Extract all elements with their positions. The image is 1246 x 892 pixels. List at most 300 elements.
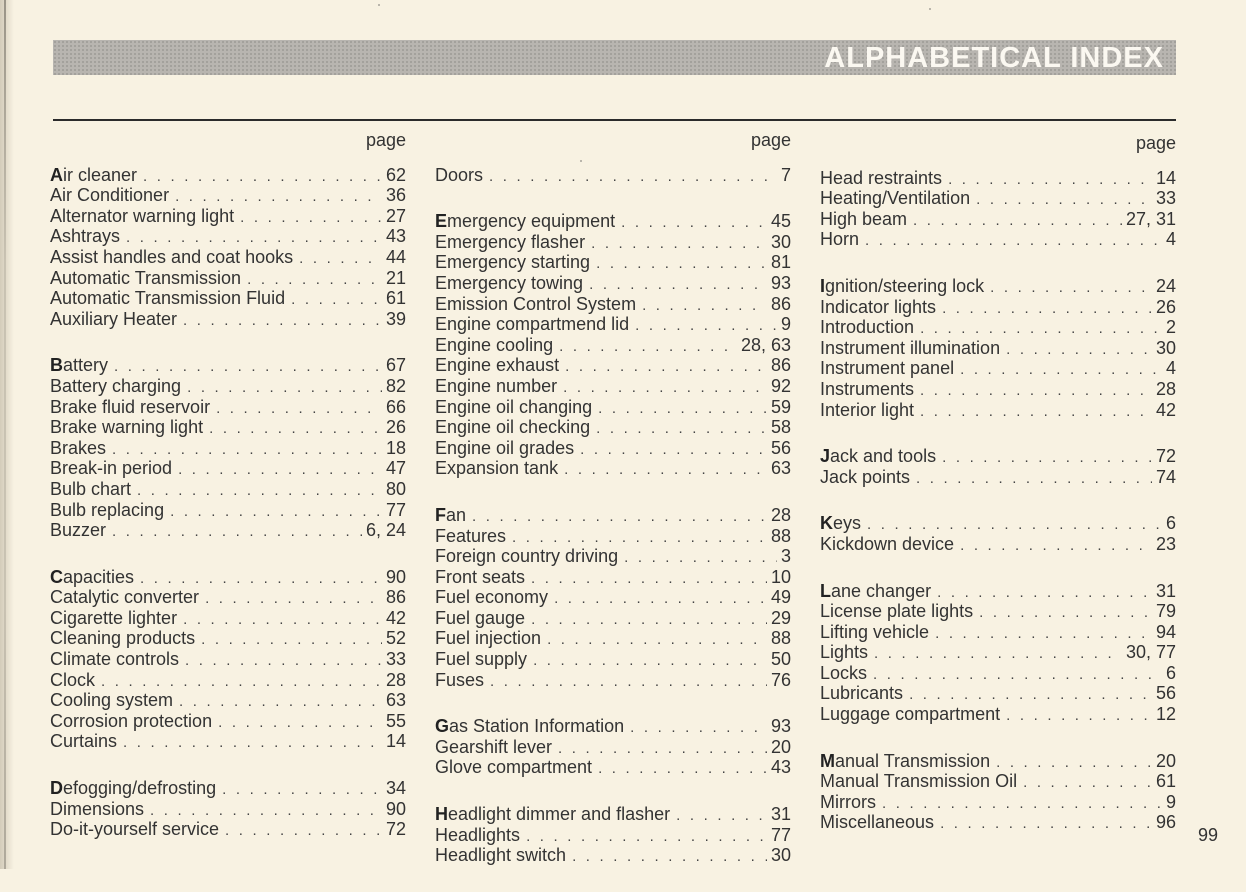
index-entry-text: Cooling system xyxy=(50,690,174,711)
index-entry-page: 28, 63 xyxy=(740,334,791,355)
dot-leader xyxy=(490,672,767,693)
dot-leader xyxy=(222,780,382,801)
index-entry xyxy=(50,670,406,691)
index-entry xyxy=(435,737,791,758)
index-entry-term xyxy=(435,438,574,459)
index-entry xyxy=(435,716,791,737)
index-entry-text: Mirrors xyxy=(820,791,876,812)
index-entry-text: anual Transmission xyxy=(835,750,991,771)
index-entry-term xyxy=(435,458,558,479)
index-entry xyxy=(820,297,1176,318)
index-entry-term xyxy=(820,792,876,813)
index-entry-term xyxy=(50,376,181,397)
index-entry-term xyxy=(435,376,557,397)
index-entry-text: Instruments xyxy=(820,378,915,399)
index-entry-text: Catalytic converter xyxy=(50,587,200,608)
index-entry-text: Luggage compartment xyxy=(820,704,1001,725)
index-column-2 xyxy=(435,130,791,892)
index-letter-group xyxy=(820,513,1176,554)
index-entry-text: eadlight dimmer and flasher xyxy=(448,804,671,825)
dot-leader xyxy=(624,548,777,569)
index-entry xyxy=(820,467,1176,488)
index-entry xyxy=(50,185,406,206)
index-entry-page: 90 xyxy=(385,798,406,819)
dot-leader xyxy=(572,847,767,868)
index-entry xyxy=(50,268,406,289)
index-entry xyxy=(820,276,1176,297)
index-entry-page: 72 xyxy=(385,819,406,840)
page-column-label: page xyxy=(750,130,791,150)
index-entry-term xyxy=(435,845,566,866)
index-entry-term xyxy=(820,379,914,400)
page-number: 99 xyxy=(1198,825,1219,845)
dot-leader xyxy=(512,528,767,549)
index-entry-text: Foreign country driving xyxy=(435,546,619,567)
index-entry xyxy=(820,446,1176,467)
index-entry-term xyxy=(50,711,212,732)
dot-leader xyxy=(621,213,767,234)
index-entry xyxy=(50,397,406,418)
index-entry-page: 33 xyxy=(1155,188,1176,209)
index-entry-page: 33 xyxy=(385,649,406,670)
index-section-initial: D xyxy=(50,778,63,799)
index-entry-text: Bulb replacing xyxy=(50,499,165,520)
index-entry-page: 27 xyxy=(385,205,406,226)
index-entry xyxy=(820,792,1176,813)
dot-leader xyxy=(114,357,382,378)
index-entry-term xyxy=(50,690,173,711)
dot-leader xyxy=(101,672,382,693)
index-entry xyxy=(50,608,406,629)
dot-leader xyxy=(299,249,382,270)
index-entry-text: Climate controls xyxy=(50,649,180,670)
index-entry-page: 43 xyxy=(385,226,406,247)
index-entry-term xyxy=(435,546,618,567)
index-entry-text: Emission Control System xyxy=(435,293,637,314)
index-entry-term xyxy=(820,188,970,209)
index-entry xyxy=(50,819,406,840)
index-entry-page: 31 xyxy=(770,804,791,825)
dot-leader xyxy=(137,481,382,502)
index-entry-page: 62 xyxy=(385,164,406,185)
dot-leader xyxy=(913,211,1122,232)
index-entry-term xyxy=(820,751,990,772)
dot-leader xyxy=(874,644,1122,665)
index-letter-group xyxy=(820,276,1176,420)
index-entry-text: Fuel economy xyxy=(435,587,549,608)
dot-leader xyxy=(942,299,1152,320)
index-entry-page: 26 xyxy=(1155,296,1176,317)
dot-leader xyxy=(920,381,1152,402)
index-entry xyxy=(435,546,791,567)
index-entry-term xyxy=(820,704,1000,725)
index-entry-page: 61 xyxy=(385,288,406,309)
index-entry-text: Corrosion protection xyxy=(50,710,213,731)
index-entry xyxy=(820,704,1176,725)
index-entry-text: Horn xyxy=(820,229,860,250)
index-column-1 xyxy=(50,130,406,866)
index-entry xyxy=(820,683,1176,704)
index-entry xyxy=(820,358,1176,379)
index-entry xyxy=(820,622,1176,643)
index-entry-term xyxy=(50,567,134,588)
index-entry-page: 43 xyxy=(770,757,791,778)
dot-leader xyxy=(183,610,382,631)
index-entry-term xyxy=(820,642,868,663)
index-entry xyxy=(50,355,406,376)
index-entry-text: Emergency flasher xyxy=(435,231,586,252)
dot-leader xyxy=(580,440,767,461)
index-entry-page: 4 xyxy=(1165,229,1176,250)
index-entry-page: 76 xyxy=(770,669,791,690)
index-entry-page: 30 xyxy=(770,231,791,252)
dot-leader xyxy=(112,440,382,461)
dot-leader xyxy=(291,290,382,311)
index-entry-term xyxy=(50,731,117,752)
index-entry-term xyxy=(820,276,984,297)
dot-leader xyxy=(598,759,767,780)
index-entry-term xyxy=(50,185,169,206)
index-entry xyxy=(435,670,791,691)
dot-leader xyxy=(533,651,767,672)
index-entry xyxy=(820,534,1176,555)
dot-leader xyxy=(489,167,777,188)
index-entry-text: High beam xyxy=(820,208,908,229)
index-entry xyxy=(820,513,1176,534)
index-entry-text: Cleaning products xyxy=(50,628,196,649)
index-entry xyxy=(435,587,791,608)
dot-leader xyxy=(563,378,767,399)
index-entry xyxy=(50,165,406,186)
dot-leader xyxy=(642,296,767,317)
index-entry-page: 63 xyxy=(385,690,406,711)
index-section-initial: E xyxy=(435,211,448,232)
index-entry-page: 7 xyxy=(780,164,791,185)
index-entry-term xyxy=(820,229,859,250)
index-entry-text: Brake fluid reservoir xyxy=(50,396,211,417)
index-entry xyxy=(820,581,1176,602)
index-entry-term xyxy=(820,338,1000,359)
dot-leader xyxy=(916,469,1152,490)
index-entry-page: 56 xyxy=(770,437,791,458)
dot-leader xyxy=(247,270,382,291)
index-entry-page: 82 xyxy=(385,375,406,396)
index-entry xyxy=(820,663,1176,684)
index-entry-term xyxy=(50,819,219,840)
index-entry-term xyxy=(50,649,179,670)
dot-leader xyxy=(596,254,767,275)
index-entry-term xyxy=(50,587,199,608)
index-entry xyxy=(50,226,406,247)
index-entry-text: Instrument illumination xyxy=(820,337,1001,358)
index-entry-page: 67 xyxy=(385,355,406,376)
index-entry-term xyxy=(50,288,285,309)
index-entry-page: 26 xyxy=(385,417,406,438)
index-entry xyxy=(435,438,791,459)
index-entry-page: 39 xyxy=(385,308,406,329)
index-entry-page: 86 xyxy=(770,355,791,376)
index-entry-text: Headlight switch xyxy=(435,845,567,866)
index-entry xyxy=(50,417,406,438)
index-section-initial: B xyxy=(50,355,63,376)
dot-leader xyxy=(589,275,767,296)
index-entry-page: 29 xyxy=(770,607,791,628)
dot-leader xyxy=(565,357,767,378)
index-entry-term xyxy=(820,622,929,643)
dot-leader xyxy=(547,630,767,651)
dot-leader xyxy=(140,569,382,590)
index-entry-term xyxy=(50,355,108,376)
index-entry-page: 96 xyxy=(1155,812,1176,833)
index-entry xyxy=(50,587,406,608)
dot-leader xyxy=(676,806,767,827)
index-entry xyxy=(50,288,406,309)
index-entry-term xyxy=(435,628,541,649)
index-letter-group xyxy=(435,505,791,690)
index-entry xyxy=(820,317,1176,338)
dot-leader xyxy=(920,402,1152,423)
index-entry-term xyxy=(820,467,910,488)
index-entry-page: 28 xyxy=(385,669,406,690)
index-entry xyxy=(820,601,1176,622)
index-entry-page: 45 xyxy=(770,211,791,232)
index-entry-text: Fuel gauge xyxy=(435,607,526,628)
index-entry-term xyxy=(435,165,483,186)
index-entry-page: 93 xyxy=(770,716,791,737)
index-entry-page: 55 xyxy=(385,710,406,731)
index-entry-term xyxy=(820,534,954,555)
index-letter-group xyxy=(820,168,1176,250)
dot-leader xyxy=(865,231,1162,252)
index-entry-term xyxy=(435,232,585,253)
index-entry xyxy=(435,628,791,649)
index-entry-text: Battery charging xyxy=(50,375,182,396)
dot-leader xyxy=(175,187,382,208)
index-entry xyxy=(820,338,1176,359)
index-entry-text: Automatic Transmission xyxy=(50,267,242,288)
index-entry-term xyxy=(435,716,624,737)
index-entry-text: Kickdown device xyxy=(820,533,955,554)
dot-leader xyxy=(873,665,1162,686)
index-entry-term xyxy=(435,608,525,629)
dot-leader xyxy=(150,801,382,822)
index-entry-page: 28 xyxy=(770,504,791,525)
index-entry-page: 94 xyxy=(1155,621,1176,642)
index-entry-page: 88 xyxy=(770,628,791,649)
index-entry-term xyxy=(820,168,942,189)
dot-leader xyxy=(976,190,1152,211)
index-entry-term xyxy=(435,825,520,846)
index-entry-term xyxy=(435,670,484,691)
index-entry-page: 27, 31 xyxy=(1125,208,1176,229)
dot-leader xyxy=(554,589,767,610)
index-entry-page: 30 xyxy=(770,845,791,866)
dot-leader xyxy=(937,583,1152,604)
index-entry-term xyxy=(435,649,527,670)
index-entry-page: 20 xyxy=(770,736,791,757)
dot-leader xyxy=(187,378,382,399)
dot-leader xyxy=(1006,706,1152,727)
index-entry-page: 6, 24 xyxy=(365,520,406,541)
index-entry-page: 42 xyxy=(1155,399,1176,420)
index-entry-term xyxy=(820,297,936,318)
index-entry-term xyxy=(820,601,973,622)
dot-leader xyxy=(205,589,382,610)
index-entry xyxy=(435,417,791,438)
dot-leader xyxy=(940,814,1152,835)
index-entry-page: 86 xyxy=(385,587,406,608)
index-entry-page: 79 xyxy=(1155,601,1176,622)
index-entry-text: Lifting vehicle xyxy=(820,621,930,642)
index-entry xyxy=(435,232,791,253)
index-entry-text: Ashtrays xyxy=(50,226,121,247)
index-entry-term xyxy=(435,737,552,758)
dot-leader xyxy=(867,515,1162,536)
index-letter-group xyxy=(435,165,791,186)
dot-leader xyxy=(526,827,767,848)
index-entry xyxy=(435,567,791,588)
index-entry-page: 9 xyxy=(1165,791,1176,812)
index-entry-term xyxy=(435,505,466,526)
index-entry-page: 6 xyxy=(1165,513,1176,534)
index-entry-page: 93 xyxy=(770,272,791,293)
index-entry-page: 6 xyxy=(1165,662,1176,683)
index-entry-text: Break-in period xyxy=(50,458,173,479)
index-entry-term xyxy=(50,778,216,799)
index-entry-term xyxy=(50,438,106,459)
index-entry-page: 66 xyxy=(385,396,406,417)
index-section-initial: L xyxy=(820,580,831,601)
index-entry-text: Emergency towing xyxy=(435,272,584,293)
index-entry-text: Manual Transmission Oil xyxy=(820,771,1018,792)
dot-leader xyxy=(185,651,382,672)
index-entry xyxy=(820,379,1176,400)
index-entry-text: an xyxy=(446,504,467,525)
dot-leader xyxy=(635,316,777,337)
index-entry-text: Headlights xyxy=(435,824,521,845)
index-section-initial: M xyxy=(820,750,835,771)
index-entry xyxy=(820,771,1176,792)
index-entry-text: Jack points xyxy=(820,466,911,487)
index-entry xyxy=(820,812,1176,833)
index-entry xyxy=(50,711,406,732)
index-entry xyxy=(435,335,791,356)
index-entry-text: Engine number xyxy=(435,375,558,396)
index-entry-term xyxy=(820,513,861,534)
index-entry-text: Automatic Transmission Fluid xyxy=(50,288,286,309)
index-entry-text: Clock xyxy=(50,669,96,690)
dot-leader xyxy=(1023,773,1152,794)
index-entry-page: 90 xyxy=(385,566,406,587)
index-entry-text: Fuel injection xyxy=(435,628,542,649)
dot-leader xyxy=(216,399,382,420)
index-entry-text: Engine exhaust xyxy=(435,355,560,376)
index-entry-page: 63 xyxy=(770,458,791,479)
index-entry-page: 2 xyxy=(1165,317,1176,338)
index-entry-text: Features xyxy=(435,525,507,546)
dot-leader xyxy=(979,603,1152,624)
index-entry xyxy=(820,168,1176,189)
index-entry-term xyxy=(50,206,234,227)
index-entry-text: Alternator warning light xyxy=(50,205,235,226)
dot-leader xyxy=(598,399,767,420)
index-entry-term xyxy=(50,458,172,479)
dot-leader xyxy=(123,733,382,754)
dot-leader xyxy=(240,208,382,229)
index-entry-term xyxy=(820,209,907,230)
index-entry-term xyxy=(435,273,583,294)
index-entry-text: Gearshift lever xyxy=(435,736,553,757)
index-entry-text: apacities xyxy=(63,566,135,587)
index-entry-term xyxy=(435,587,548,608)
index-entry-page: 3 xyxy=(780,546,791,567)
index-entry-page: 23 xyxy=(1155,533,1176,554)
dot-leader xyxy=(960,360,1162,381)
index-entry xyxy=(435,314,791,335)
dot-leader xyxy=(225,821,382,842)
index-entry xyxy=(50,731,406,752)
dot-leader xyxy=(948,170,1152,191)
dot-leader xyxy=(996,753,1152,774)
index-entry-text: Head restraints xyxy=(820,167,943,188)
index-entry-term xyxy=(50,520,106,541)
dot-leader xyxy=(559,337,737,358)
index-entry-page: 59 xyxy=(770,396,791,417)
index-entry-text: Fuses xyxy=(435,669,485,690)
index-entry xyxy=(435,273,791,294)
index-entry-term xyxy=(50,479,131,500)
index-entry xyxy=(50,247,406,268)
index-letter-group xyxy=(50,778,406,840)
index-entry-page: 21 xyxy=(385,267,406,288)
index-entry-page: 72 xyxy=(1155,446,1176,467)
index-entry-term xyxy=(435,567,525,588)
index-entry xyxy=(50,438,406,459)
index-entry-term xyxy=(50,500,164,521)
index-entry xyxy=(50,690,406,711)
index-entry-page: 58 xyxy=(770,417,791,438)
dot-leader xyxy=(564,460,767,481)
page-title: ALPHABETICAL INDEX xyxy=(824,42,1164,74)
index-entry-text: Instrument panel xyxy=(820,358,955,379)
header-band xyxy=(53,40,1176,75)
index-entry-text: Air Conditioner xyxy=(50,185,170,206)
index-entry-term xyxy=(435,252,590,273)
index-entry-text: eys xyxy=(833,513,862,534)
index-section-initial: K xyxy=(820,513,833,534)
index-entry xyxy=(50,649,406,670)
index-entry-text: Emergency starting xyxy=(435,252,591,273)
index-letter-group xyxy=(820,446,1176,487)
index-entry-text: Do-it-yourself service xyxy=(50,819,220,840)
index-entry-page: 77 xyxy=(770,824,791,845)
index-entry-page: 28 xyxy=(1155,378,1176,399)
index-entry-text: as Station Information xyxy=(449,716,625,737)
index-entry-term xyxy=(50,309,177,330)
dot-leader xyxy=(183,311,382,332)
index-entry-term xyxy=(820,683,903,704)
index-entry-page: 30 xyxy=(1155,337,1176,358)
index-entry-term xyxy=(435,757,592,778)
dot-leader xyxy=(218,713,382,734)
index-entry-page: 52 xyxy=(385,628,406,649)
paper-speck xyxy=(378,4,380,6)
index-entry xyxy=(50,567,406,588)
dot-leader xyxy=(920,319,1162,340)
index-section-initial: G xyxy=(435,716,450,737)
index-entry-page: 31 xyxy=(1155,580,1176,601)
index-entry xyxy=(820,751,1176,772)
